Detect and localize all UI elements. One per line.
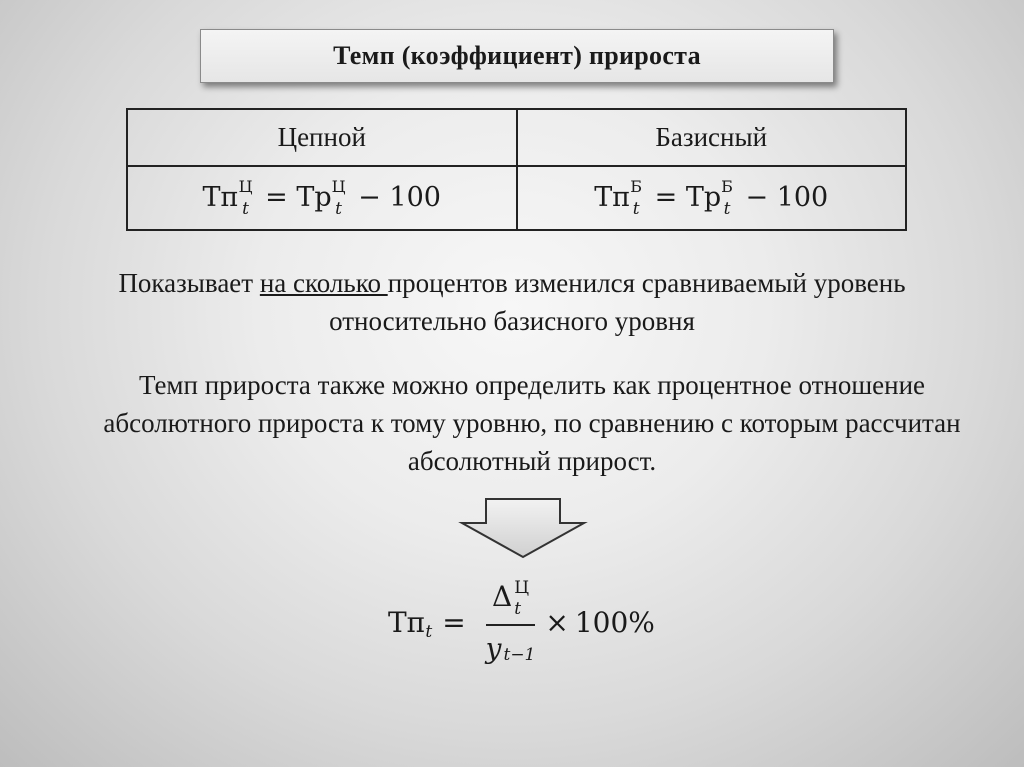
underlined-phrase: на сколько bbox=[259, 268, 388, 298]
definition-paragraph: Показывает на сколько процентов изменился сравниваемый уровень относительно базисного уровня bbox=[118, 268, 906, 336]
chain-formula: Тп Ц t = Тр Ц t − 100 bbox=[202, 176, 441, 219]
base-formula-cell bbox=[517, 166, 907, 230]
chain-header: Цепной bbox=[127, 109, 517, 166]
table-header-row bbox=[127, 109, 906, 166]
base-formula: Тп Б t = Тр Б t − 100 bbox=[594, 176, 829, 219]
growth-rate-formula: Тп t = Δ Ц t y t−1 × 100% bbox=[388, 577, 655, 665]
table-formula-row bbox=[127, 166, 906, 230]
slide-title bbox=[200, 29, 834, 83]
slide-title-text: Темп (коэффициент) прироста bbox=[333, 41, 701, 70]
explanation-paragraph: Темп прироста также можно определить как процентное отношение абсолютного прироста к тому уровню, по сравнению с которым рассчитан абсолютный прирост. bbox=[103, 370, 961, 476]
fraction: Δ Ц t y t−1 bbox=[485, 577, 536, 665]
comparison-table bbox=[126, 108, 907, 231]
chain-formula-cell bbox=[127, 166, 517, 230]
down-arrow-icon bbox=[458, 497, 588, 561]
base-header: Базисный bbox=[517, 109, 907, 166]
